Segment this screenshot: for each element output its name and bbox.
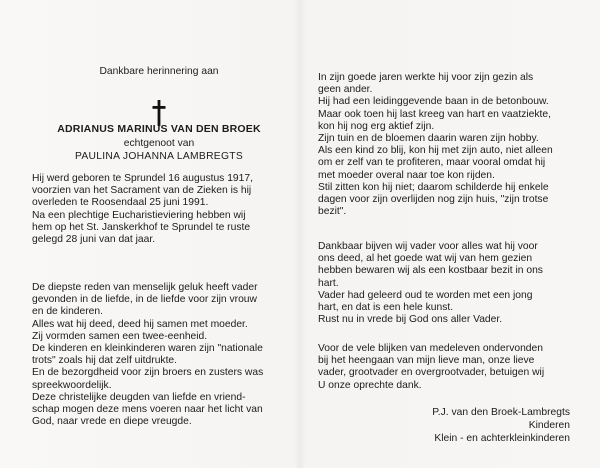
text-line: en de kinderen. [32,306,103,318]
signature-line: P.J. van den Broek-Lambregts [432,407,570,418]
text-line: U onze oprechte dank. [318,379,422,391]
text-line: kon hij nog erg aktief zijn. [318,120,435,132]
text-line: Na een plechtige Eucharistieviering hebben wij [32,209,246,221]
text-line: Deze christelijke deugden van liefde en vriend- [32,391,246,403]
biography-paragraph [32,173,286,246]
text-line: God, naar vrede en diepe vreugde. [32,416,192,428]
left-page [32,0,286,468]
text-line: hart. [318,277,339,289]
text-line: om er zelf van te profiteren, maar vooral omdat hij [318,157,546,169]
signature-block [318,406,570,445]
text-line: Zij vormden samen een twee-eenheid. [32,330,208,342]
right-page [318,0,570,468]
spouse-label: echtgenoot van [123,138,195,149]
intro-text: Dankbare herinnering aan [99,66,219,77]
text-line: overleden te Roosendaal 25 juni 1991. [32,197,209,209]
text-line: Zijn tuin en de bloemen daarin waren zijn hobby. [318,133,539,145]
text-line: hart, en dat is een hele kunst. [318,302,454,314]
text-line: bezit". [318,206,347,218]
spouse-name: PAULINA JOHANNA LAMBREGTS [74,151,244,162]
text-line: met moeder overal naar toe kon rijden. [318,169,495,181]
text-line: In zijn goede jaren werkte hij voor zijn gezin als [318,72,534,83]
life-paragraph [318,72,570,218]
text-line: schap mogen deze mens voeren naar het licht van [32,404,263,416]
text-line: gevonden in de liefde, in de liefde voor zijn vrouw [32,294,257,306]
text-line: trots" zoals hij dat zelf uitdrukte. [32,355,178,367]
text-line: Vader had geleerd oud te worden met een jong [318,289,533,301]
text-line: En de bezorgdheid voor zijn broers en zusters was [32,367,264,379]
signature-line: Kinderen [528,420,570,431]
text-line: gelegd 28 juni van dat jaar. [32,234,156,246]
reflection-paragraph [32,282,286,428]
text-line: De diepste reden van menselijk geluk heeft vader [32,282,258,293]
text-line: Maar ook toen hij last kreeg van hart en vaatziekte, [318,108,551,120]
text-line: Hij werd geboren te Sprundel 16 augustus 1917, [32,173,253,184]
text-line: ons deed, al het goede wat wij van hem gezien [318,253,533,265]
closing-paragraph [318,343,570,392]
text-line: geen ander. [318,84,373,96]
text-line: spreekwoordelijk. [32,379,112,391]
deceased-name: ADRIANUS MARINUS VAN DEN BROEK [57,123,261,135]
text-line: bij het heengaan van mijn lieve man, onze lieve [318,355,535,367]
text-line: Rust nu in vrede bij God ons aller Vader. [318,314,503,326]
signature-line: Klein - en achterkleinkinderen [434,433,570,444]
text-line: Hij had een leidinggevende baan in de betonbouw. [318,96,549,108]
text-line: voorzien van het Sacrament van de Zieken is hij [32,185,252,197]
text-line: Als een kind zo blij, kon hij met zijn auto, niet alleen [318,145,553,157]
text-line: Alles wat hij deed, deed hij samen met moeder. [32,318,248,330]
text-line: De kinderen en kleinkinderen waren zijn "nationale [32,343,263,355]
text-line: hem op het St. Janskerkhof te Sprundel te ruste [32,221,251,233]
text-line: vader, grootvader en overgrootvader, betuigen wij [318,367,545,379]
text-line: dagen voor zijn overlijden nog zijn huis, "zijn trotse [318,194,549,206]
thanks-paragraph [318,241,570,326]
text-line: Voor de vele blijken van medeleven ondervonden [318,343,543,354]
text-line: hebben bewaren wij als een kostbaar bezit in ons [318,265,543,277]
text-line: Stil zitten kon hij niet; daarom schilderde hij enkele [318,181,549,193]
text-line: Dankbaar bijven wij vader voor alles wat hij voor [318,241,538,252]
